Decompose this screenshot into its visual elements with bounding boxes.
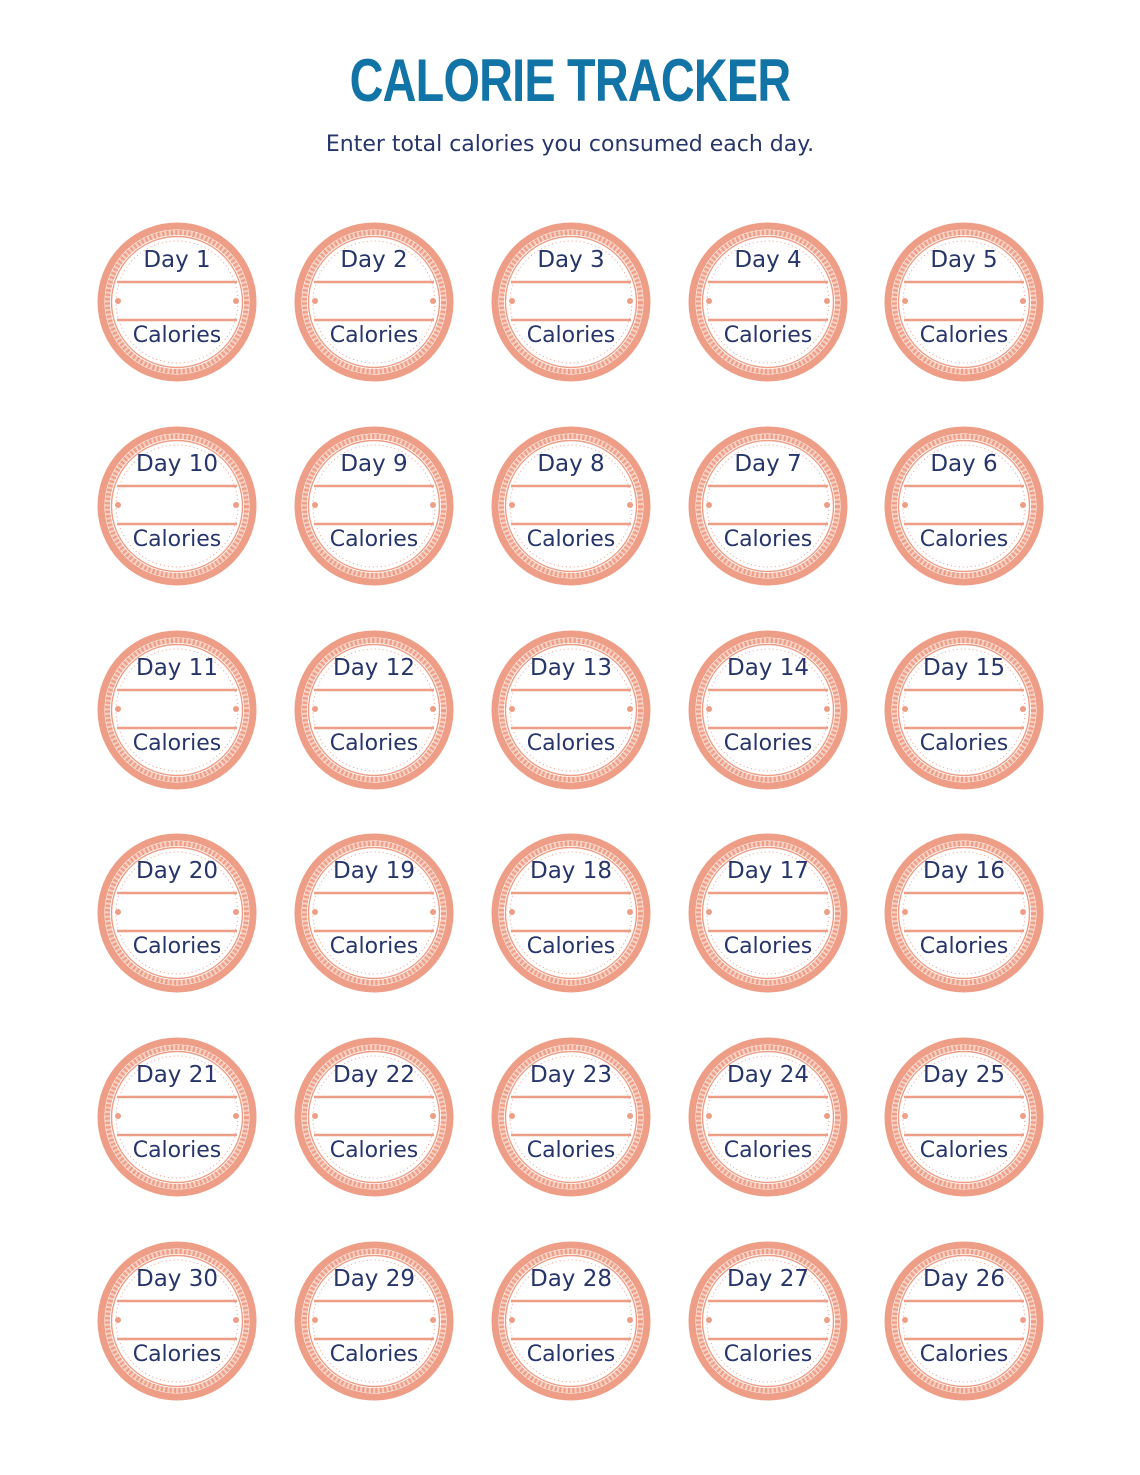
calories-label: Calories bbox=[132, 323, 222, 348]
day-label: Day 9 bbox=[340, 451, 408, 477]
day-badge bbox=[490, 221, 652, 383]
calorie-entry-field[interactable] bbox=[518, 894, 624, 928]
calories-label: Calories bbox=[329, 1342, 419, 1367]
calorie-entry-field[interactable] bbox=[518, 283, 624, 317]
day-label: Day 30 bbox=[136, 1266, 218, 1292]
calories-label: Calories bbox=[526, 1342, 616, 1367]
day-badge bbox=[883, 425, 1045, 587]
day-badge bbox=[687, 629, 849, 791]
day-badge bbox=[293, 221, 455, 383]
day-badge bbox=[490, 1036, 652, 1198]
calorie-entry-field[interactable] bbox=[124, 487, 230, 521]
calories-label: Calories bbox=[723, 1138, 813, 1163]
day-badge bbox=[883, 1036, 1045, 1198]
day-label: Day 22 bbox=[333, 1062, 415, 1088]
day-label: Day 4 bbox=[734, 247, 802, 273]
day-label: Day 13 bbox=[530, 655, 612, 681]
calories-label: Calories bbox=[132, 1342, 222, 1367]
day-label: Day 25 bbox=[923, 1062, 1005, 1088]
calorie-entry-field[interactable] bbox=[124, 1098, 230, 1132]
day-badge bbox=[96, 832, 258, 994]
calorie-entry-field[interactable] bbox=[715, 894, 821, 928]
calories-label: Calories bbox=[526, 323, 616, 348]
day-label: Day 23 bbox=[530, 1062, 612, 1088]
day-label: Day 15 bbox=[923, 655, 1005, 681]
day-label: Day 28 bbox=[530, 1266, 612, 1292]
calories-label: Calories bbox=[329, 323, 419, 348]
calorie-entry-field[interactable] bbox=[518, 1098, 624, 1132]
day-label: Day 3 bbox=[537, 247, 605, 273]
day-badge bbox=[293, 832, 455, 994]
day-label: Day 20 bbox=[136, 858, 218, 884]
calories-label: Calories bbox=[919, 934, 1009, 959]
calories-label: Calories bbox=[919, 731, 1009, 756]
day-label: Day 10 bbox=[136, 451, 218, 477]
day-badge bbox=[883, 629, 1045, 791]
page-title: CALORIE TRACKER bbox=[349, 47, 791, 114]
day-label: Day 2 bbox=[340, 247, 408, 273]
day-badge bbox=[96, 1240, 258, 1402]
calorie-entry-field[interactable] bbox=[321, 1302, 427, 1336]
calorie-entry-field[interactable] bbox=[124, 894, 230, 928]
day-badge bbox=[293, 629, 455, 791]
calories-label: Calories bbox=[919, 1138, 1009, 1163]
day-badge bbox=[293, 1240, 455, 1402]
calorie-entry-field[interactable] bbox=[911, 283, 1017, 317]
calorie-entry-field[interactable] bbox=[321, 894, 427, 928]
calories-label: Calories bbox=[723, 731, 813, 756]
day-label: Day 16 bbox=[923, 858, 1005, 884]
day-label: Day 27 bbox=[727, 1266, 809, 1292]
day-badge bbox=[687, 221, 849, 383]
day-badge bbox=[490, 832, 652, 994]
calorie-entry-field[interactable] bbox=[321, 283, 427, 317]
calorie-entry-field[interactable] bbox=[911, 691, 1017, 725]
calorie-entry-field[interactable] bbox=[321, 691, 427, 725]
calories-label: Calories bbox=[723, 527, 813, 552]
day-badge bbox=[687, 425, 849, 587]
calories-label: Calories bbox=[132, 527, 222, 552]
day-badge bbox=[96, 425, 258, 587]
calories-label: Calories bbox=[526, 527, 616, 552]
calories-label: Calories bbox=[329, 731, 419, 756]
calorie-entry-field[interactable] bbox=[715, 283, 821, 317]
day-badge bbox=[96, 1036, 258, 1198]
calorie-entry-field[interactable] bbox=[715, 1302, 821, 1336]
calories-label: Calories bbox=[723, 934, 813, 959]
day-label: Day 18 bbox=[530, 858, 612, 884]
day-badge bbox=[96, 629, 258, 791]
day-badge bbox=[687, 1240, 849, 1402]
calories-label: Calories bbox=[919, 323, 1009, 348]
day-badge bbox=[293, 1036, 455, 1198]
day-badge bbox=[883, 832, 1045, 994]
calories-label: Calories bbox=[723, 1342, 813, 1367]
day-label: Day 26 bbox=[923, 1266, 1005, 1292]
day-label: Day 14 bbox=[727, 655, 809, 681]
day-badge bbox=[490, 425, 652, 587]
day-badge bbox=[293, 425, 455, 587]
calorie-entry-field[interactable] bbox=[321, 487, 427, 521]
calorie-entry-field[interactable] bbox=[518, 691, 624, 725]
day-badge bbox=[490, 1240, 652, 1402]
day-label: Day 21 bbox=[136, 1062, 218, 1088]
day-badge bbox=[883, 1240, 1045, 1402]
day-label: Day 12 bbox=[333, 655, 415, 681]
calories-label: Calories bbox=[329, 527, 419, 552]
day-badge bbox=[96, 221, 258, 383]
day-badge bbox=[687, 1036, 849, 1198]
calorie-entry-field[interactable] bbox=[321, 1098, 427, 1132]
day-label: Day 1 bbox=[143, 247, 211, 273]
calories-label: Calories bbox=[723, 323, 813, 348]
calorie-entry-field[interactable] bbox=[124, 283, 230, 317]
calorie-entry-field[interactable] bbox=[911, 894, 1017, 928]
day-badge bbox=[490, 629, 652, 791]
calories-label: Calories bbox=[919, 1342, 1009, 1367]
calorie-entry-field[interactable] bbox=[518, 1302, 624, 1336]
calorie-entry-field[interactable] bbox=[911, 1302, 1017, 1336]
calorie-entry-field[interactable] bbox=[124, 1302, 230, 1336]
day-label: Day 11 bbox=[136, 655, 218, 681]
day-label: Day 17 bbox=[727, 858, 809, 884]
day-badge bbox=[687, 832, 849, 994]
calories-label: Calories bbox=[132, 1138, 222, 1163]
calories-label: Calories bbox=[526, 731, 616, 756]
day-label: Day 5 bbox=[930, 247, 998, 273]
day-label: Day 7 bbox=[734, 451, 802, 477]
day-label: Day 29 bbox=[333, 1266, 415, 1292]
day-badge bbox=[883, 221, 1045, 383]
day-label: Day 6 bbox=[930, 451, 998, 477]
calories-label: Calories bbox=[526, 1138, 616, 1163]
calories-label: Calories bbox=[526, 934, 616, 959]
calorie-entry-field[interactable] bbox=[715, 487, 821, 521]
day-label: Day 24 bbox=[727, 1062, 809, 1088]
calories-label: Calories bbox=[132, 731, 222, 756]
calories-label: Calories bbox=[329, 934, 419, 959]
calories-label: Calories bbox=[919, 527, 1009, 552]
day-label: Day 8 bbox=[537, 451, 605, 477]
calorie-entry-field[interactable] bbox=[518, 487, 624, 521]
calorie-entry-field[interactable] bbox=[715, 691, 821, 725]
calories-label: Calories bbox=[132, 934, 222, 959]
page-subtitle: Enter total calories you consumed each day. bbox=[325, 132, 815, 157]
day-label: Day 19 bbox=[333, 858, 415, 884]
calorie-entry-field[interactable] bbox=[715, 1098, 821, 1132]
calorie-entry-field[interactable] bbox=[911, 487, 1017, 521]
calorie-entry-field[interactable] bbox=[124, 691, 230, 725]
calorie-entry-field[interactable] bbox=[911, 1098, 1017, 1132]
calories-label: Calories bbox=[329, 1138, 419, 1163]
